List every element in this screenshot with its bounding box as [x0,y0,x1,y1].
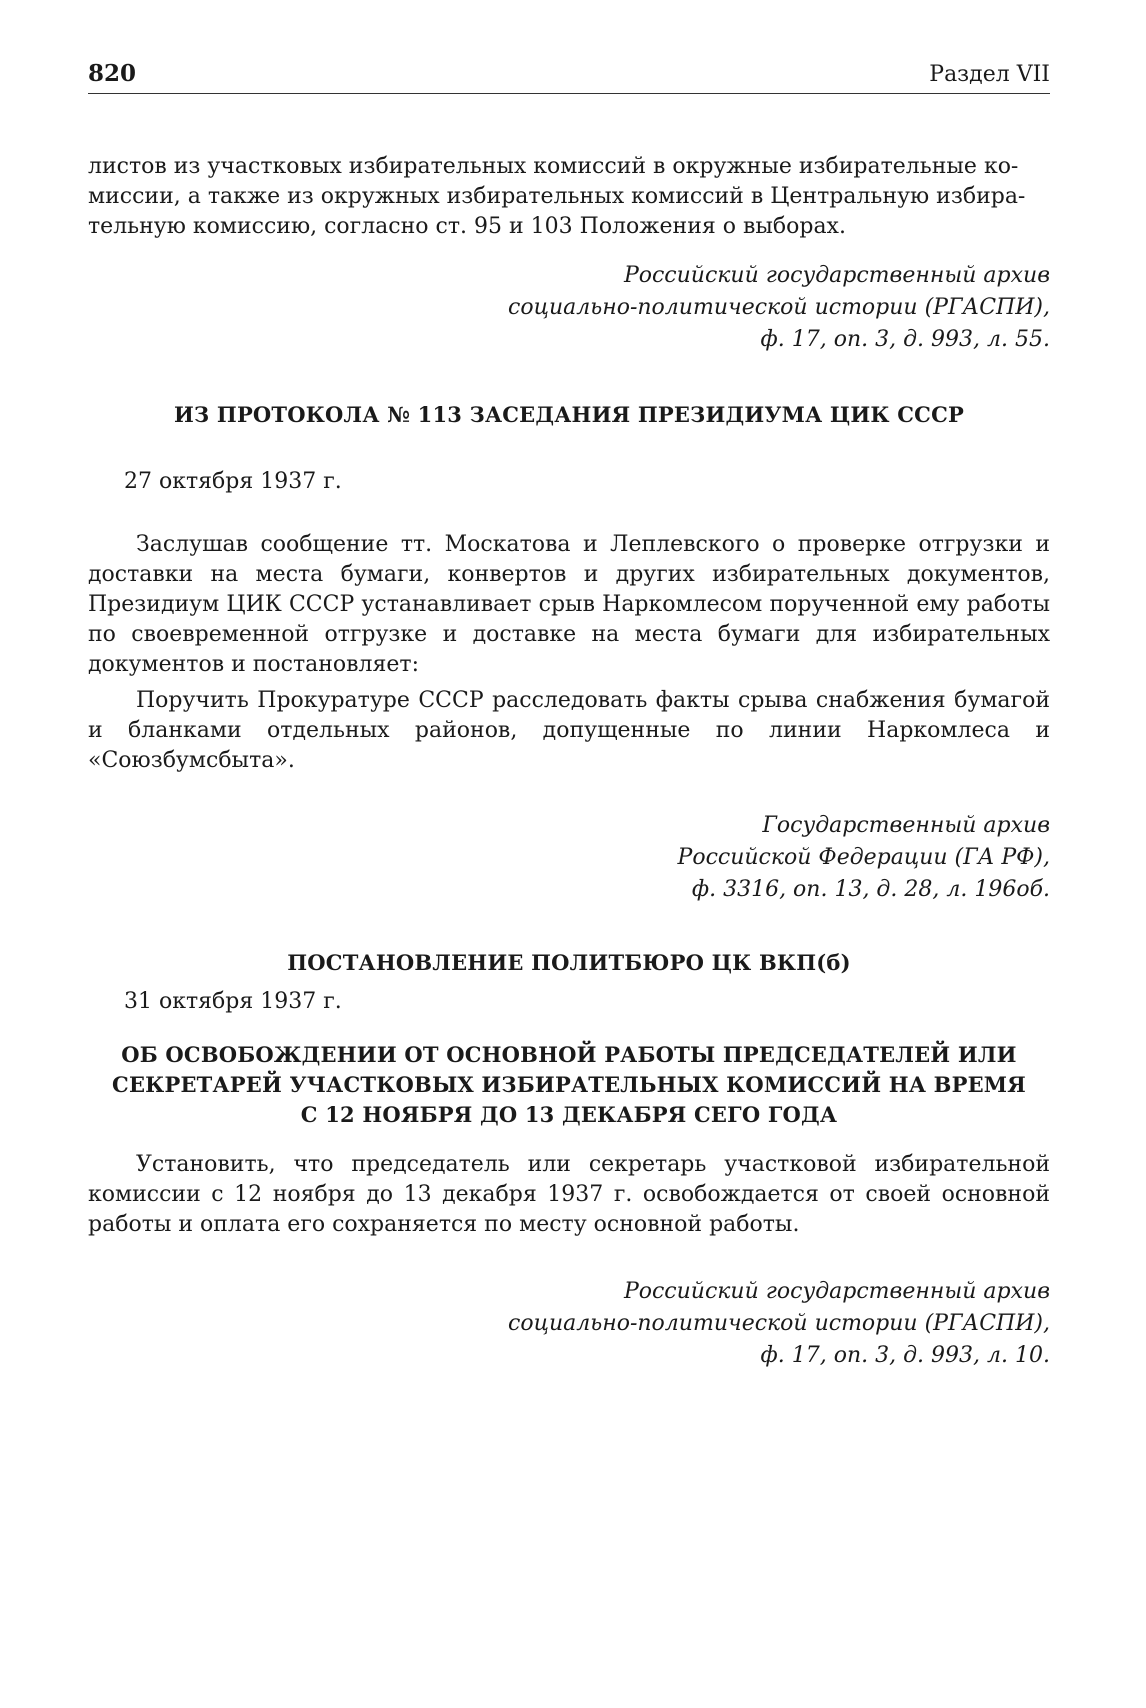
source-line: социально-политической истории (РГАСПИ), [508,295,1050,320]
subtitle-line: С 12 НОЯБРЯ ДО 13 ДЕКАБРЯ СЕГО ГОДА [300,1102,838,1127]
document-subtitle [88,1040,1050,1130]
source-line: ф. 17, оп. 3, д. 993, л. 10. [760,1343,1050,1368]
archive-source [88,260,1050,356]
text-line: миссии, а также из окружных избирательных комиссий в Центральную избира- [88,184,1026,209]
archive-source [88,810,1050,906]
body-paragraph: Заслушав сообщение тт. Москатова и Леплевского о проверке отгрузки и доставки на места бумаги, конвертов и других избирательных документов, Президиум ЦИК СССР устанавливает срыв Наркомлесом порученной ему работы по своевременной отгрузке и доставке на места бумаги для избирательных документов и постановляет: [88,532,1050,677]
document-date: 27 октября 1937 г. [124,469,342,494]
body-paragraph [88,152,1050,242]
page-header [88,60,1050,94]
section-label: Раздел VII [929,62,1050,87]
body-paragraph: Поручить Прокуратуре СССР расследовать факты срыва снабжения бумагой и бланками отдельных районов, допущенные по линии Наркомлеса и «Союзбумсбыта». [88,688,1050,773]
document-page [88,60,1050,1372]
subtitle-line: СЕКРЕТАРЕЙ УЧАСТКОВЫХ ИЗБИРАТЕЛЬНЫХ КОМИССИЙ НА ВРЕМЯ [112,1072,1026,1097]
document-title: ИЗ ПРОТОКОЛА № 113 ЗАСЕДАНИЯ ПРЕЗИДИУМА ЦИК СССР [174,402,964,427]
block-protocol [88,402,1050,906]
archive-source [88,1276,1050,1372]
document-date: 31 октября 1937 г. [124,989,342,1014]
source-line: Государственный архив [762,813,1050,838]
source-line: социально-политической истории (РГАСПИ), [508,1311,1050,1336]
block-continuation [88,152,1050,356]
block-resolution [88,950,1050,1372]
subtitle-line: ОБ ОСВОБОЖДЕНИИ ОТ ОСНОВНОЙ РАБОТЫ ПРЕДСЕДАТЕЛЕЙ ИЛИ [121,1042,1017,1067]
body-paragraph: Установить, что председатель или секретарь участковой избирательной комиссии с 12 ноября до 13 декабря 1937 г. освобождается от своей основной работы и оплата его сохраняется по месту основной работы. [88,1152,1050,1237]
source-line: ф. 3316, оп. 13, д. 28, л. 196об. [691,877,1050,902]
source-line: Российский государственный архив [623,1279,1050,1304]
document-title: ПОСТАНОВЛЕНИЕ ПОЛИТБЮРО ЦК ВКП(б) [287,950,851,975]
text-line: листов из участковых избирательных комиссий в окружные избирательные ко- [88,154,1019,179]
text-line: тельную комиссию, согласно ст. 95 и 103 Положения о выборах. [88,214,846,239]
source-line: Российский государственный архив [623,263,1050,288]
source-line: Российской Федерации (ГА РФ), [677,845,1050,870]
source-line: ф. 17, оп. 3, д. 993, л. 55. [760,327,1050,352]
page-number: 820 [88,60,137,87]
